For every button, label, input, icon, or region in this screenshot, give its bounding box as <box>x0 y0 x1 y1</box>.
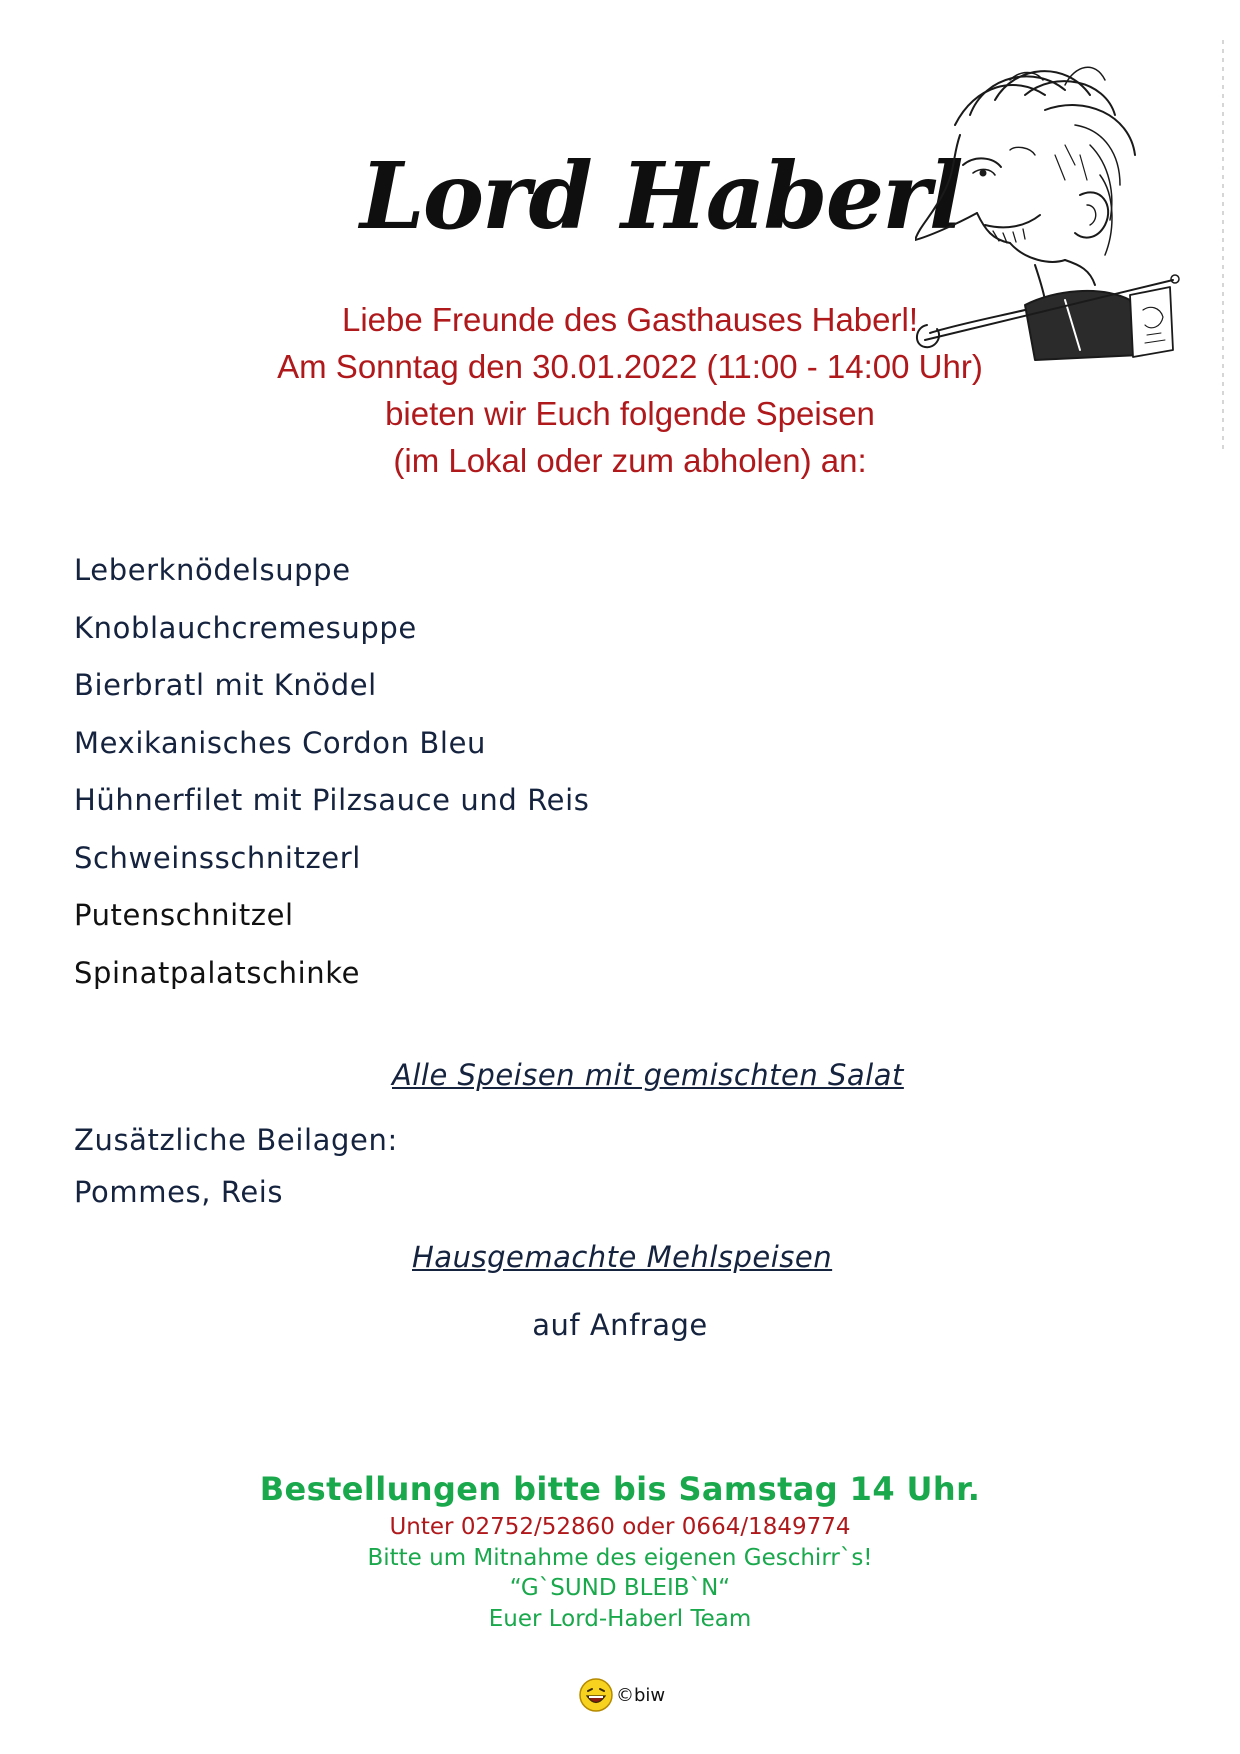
sides-items: Pommes, Reis <box>74 1175 284 1209</box>
order-deadline: Bestellungen bitte bis Samstag 14 Uhr. <box>259 1470 981 1508</box>
menu-item: Mexikanisches Cordon Bleu <box>74 725 486 760</box>
copyright-block <box>578 1676 665 1714</box>
salad-note: Alle Speisen mit gemischten Salat <box>392 1058 904 1092</box>
sides-block <box>74 1114 398 1218</box>
pastry-heading: Hausgemachte Mehlspeisen <box>412 1240 833 1274</box>
copyright-text: ©biw <box>616 1684 666 1706</box>
menu-item: Spinatpalatschinke <box>74 955 361 990</box>
intro-block <box>200 296 1060 484</box>
menu-item: Schweinsschnitzerl <box>74 840 361 875</box>
date-line: Am Sonntag den 30.01.2022 (11:00 - 14:00 Uhr) <box>277 348 983 385</box>
dishes-note: Bitte um Mitnahme des eigenen Geschirr`s! <box>367 1544 873 1571</box>
menu-item: Knoblauchcremesuppe <box>74 610 417 645</box>
greeting-line: Liebe Freunde des Gasthauses Haberl! <box>341 301 919 338</box>
phone-line: Unter 02752/52860 oder 0664/1849774 <box>389 1514 851 1540</box>
laughing-smiley-icon <box>578 1677 614 1713</box>
menu-item: Hühnerfilet mit Pilzsauce und Reis <box>74 783 590 817</box>
edge-mark <box>1222 40 1224 450</box>
menu-item: Putenschnitzel <box>74 898 294 932</box>
pastry-note: auf Anfrage <box>532 1308 708 1342</box>
logo-title: Lord Haberl <box>360 142 962 250</box>
menu-item: Leberknödelsuppe <box>74 553 351 587</box>
footer-block <box>0 1512 1240 1634</box>
team-signature: Euer Lord-Haberl Team <box>488 1605 752 1632</box>
slogan: “G`SUND BLEIB`N“ <box>509 1575 731 1601</box>
location-line: (im Lokal oder zum abholen) an: <box>393 442 867 479</box>
sides-heading: Zusätzliche Beilagen: <box>74 1123 398 1157</box>
menu-item: Bierbratl mit Knödel <box>74 668 377 702</box>
offer-line: bieten wir Euch folgende Speisen <box>385 395 875 432</box>
menu-list <box>74 542 974 1002</box>
